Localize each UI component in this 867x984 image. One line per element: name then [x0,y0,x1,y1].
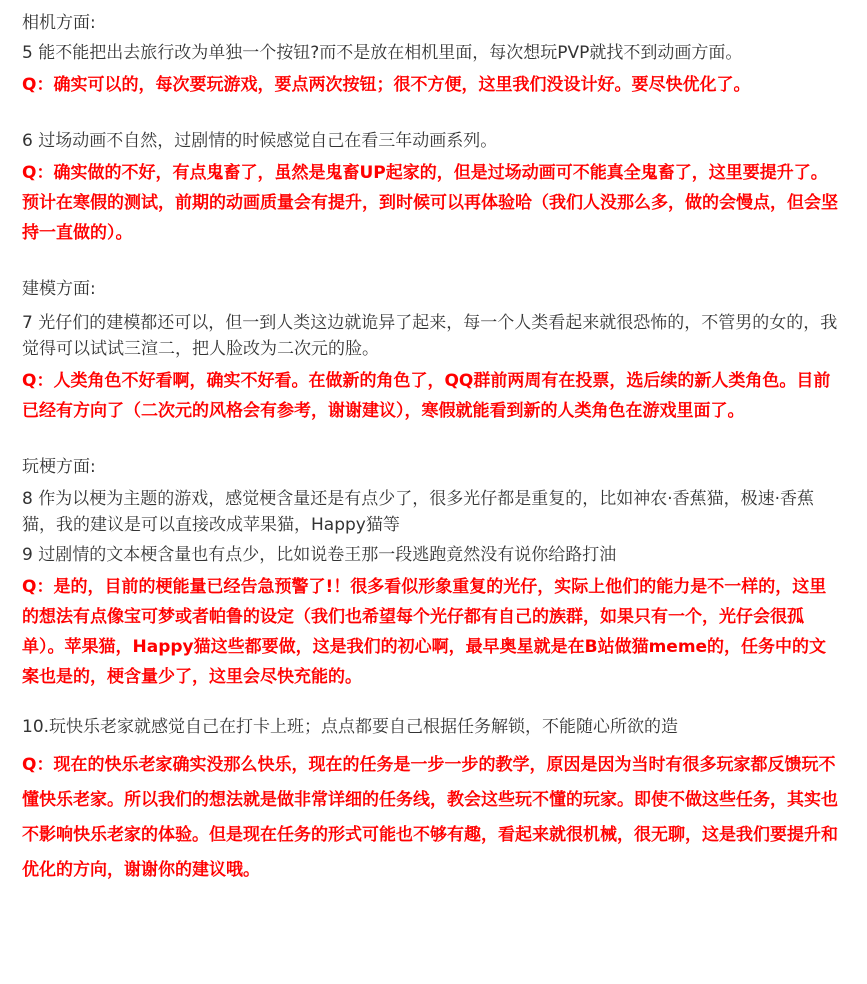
section-camera [22,10,843,100]
question-text: 5 能不能把出去旅行改为单独一个按钮?而不是放在相机里面，每次想玩PVP就找不到动画方面。 [22,43,743,63]
answer-text: Q：确实做的不好，有点鬼畜了，虽然是鬼畜UP起家的，但是过场动画可不能真全鬼畜了，这里要提升了。预计在寒假的测试，前期的动画质量会有提升，到时候可以再体验哈（我们人没那么多，做的会慢点，但会坚持一直做的）。 [22,163,838,243]
question-text: 8 作为以梗为主题的游戏，感觉梗含量还是有点少了，很多光仔都是重复的，比如神农·香蕉猫，极速·香蕉猫，我的建议是可以直接改成苹果猫，Happy猫等 [22,489,815,535]
answer-text: Q：人类角色不好看啊，确实不好看。在做新的角色了，QQ群前两周有在投票，选后续的新人类角色。目前已经有方向了（二次元的风格会有参考，谢谢建议），寒假就能看到新的人类角色在游戏里面了。 [22,371,831,421]
question-text: 6 过场动画不自然，过剧情的时候感觉自己在看三年动画系列。 [22,131,498,151]
answer-text: Q：是的，目前的梗能量已经告急预警了!！很多看似形象重复的光仔，实际上他们的能力是不一样的，这里的想法有点像宝可梦或者帕鲁的设定（我们也希望每个光仔都有自己的族群，如果只有一个，光仔会很孤单）。苹果猫，Happy猫这些都要做，这是我们的初心啊，最早奥星就是在B站做猫meme的，任务中的文案也是的，梗含量少了，这里会尽快充能的。 [22,577,827,687]
section-heading: 相机方面: [22,13,96,33]
question-text: 9 过剧情的文本梗含量也有点少，比如说卷王那一段逃跑竟然没有说你给路打油 [22,545,617,565]
section-heading: 玩梗方面: [22,457,96,477]
section-cutscene [22,128,843,248]
section-heading: 建模方面: [22,279,96,299]
answer-text: Q：现在的快乐老家确实没那么快乐，现在的任务是一步一步的教学，原因是因为当时有很多玩家都反馈玩不懂快乐老家。所以我们的想法就是做非常详细的任务线，教会这些玩不懂的玩家。即使不做这些任务，其实也不影响快乐老家的体验。但是现在任务的形式可能也不够有趣，看起来就很机械，很无聊，这是我们要提升和优化的方向，谢谢你的建议哦。 [22,755,838,880]
section-modeling [22,276,843,426]
question-text: 7 光仔们的建模都还可以，但一到人类这边就诡异了起来，每一个人类看起来就很恐怖的，不管男的女的，我觉得可以试试三渲二，把人脸改为二次元的脸。 [22,313,838,359]
section-memes [22,454,843,692]
question-text: 10.玩快乐老家就感觉自己在打卡上班；点点都要自己根据任务解锁，不能随心所欲的造 [22,717,679,737]
answer-text: Q：确实可以的，每次要玩游戏，要点两次按钮；很不方便，这里我们没设计好。要尽快优化了。 [22,75,751,95]
section-home [22,714,843,888]
